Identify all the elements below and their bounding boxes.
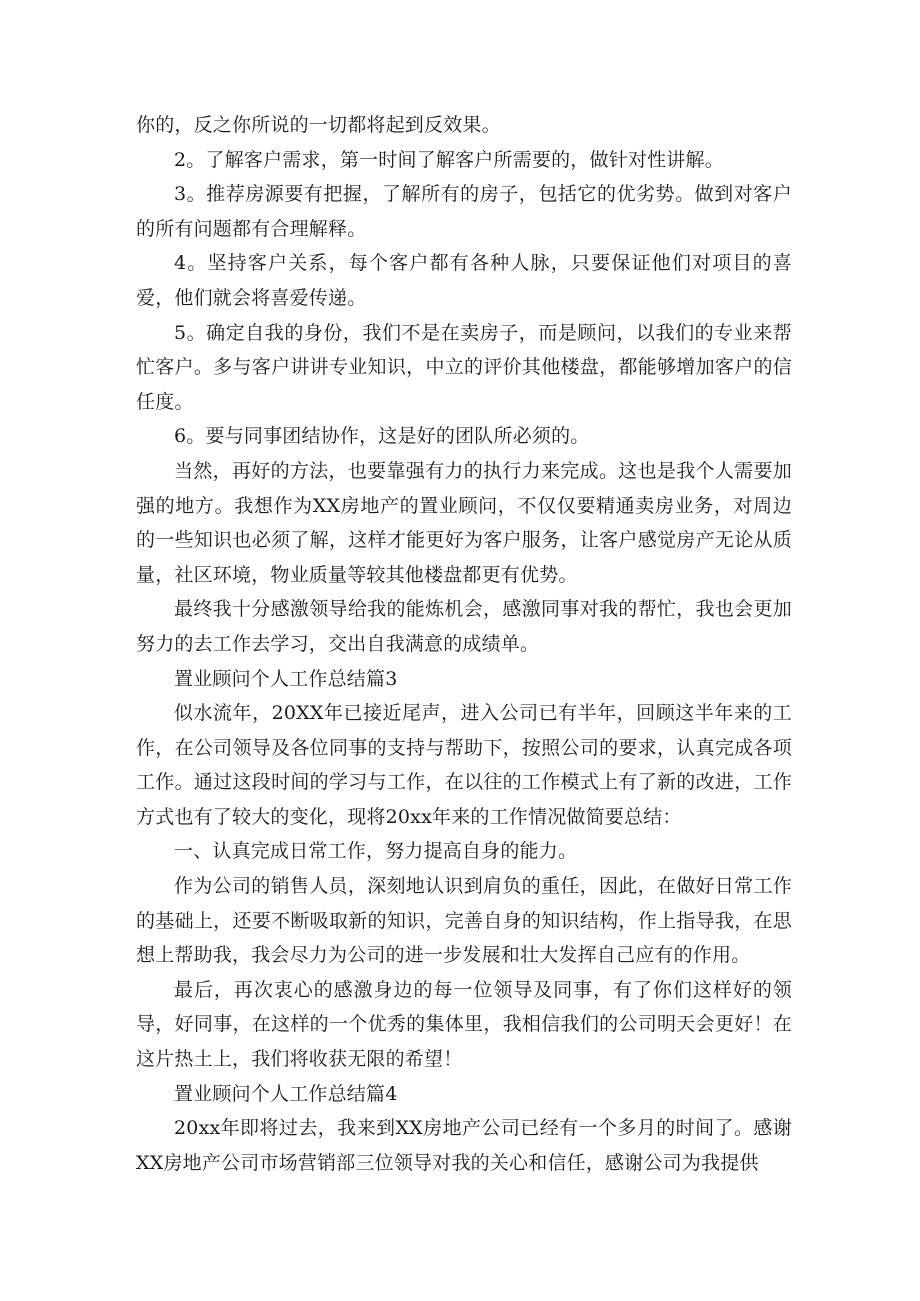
paragraph-closing: 最后，再次衷心的感激身边的每一位领导及同事，有了你们这样好的领导，好同事，在这样的一个优秀的集体里，我相信我们的公司明天会更好！在这片热土上，我们将收获无限的希望！ bbox=[136, 978, 792, 1071]
paragraph-point-2: 2。了解客户需求，第一时间了解客户所需要的，做针对性讲解。 bbox=[174, 148, 724, 171]
paragraph-execution: 当然，再好的方法，也要靠强有力的执行力来完成。这也是我个人需要加强的地方。我想作为XX房地产的置业顾问，不仅仅要精通卖房业务，对周边的一些知识也必须了解，这样才能更好为客户服务，让客户感觉房产无论从质量，社区环境，物业质量等较其他楼盘都更有优势。 bbox=[136, 459, 792, 586]
section-heading-4: 置业顾问个人工作总结篇4 bbox=[174, 1082, 398, 1105]
document-body bbox=[136, 108, 792, 1180]
paragraph-point-6: 6。要与同事团结协作，这是好的团队所必须的。 bbox=[174, 425, 590, 448]
paragraph-point-4: 4。坚持客户关系，每个客户都有各种人脉，只要保证他们对项目的喜爱，他们就会将喜爱传递。 bbox=[136, 252, 792, 309]
paragraph-continuation: 你的，反之你所说的一切都将起到反效果。 bbox=[136, 114, 501, 136]
section-heading-3: 置业顾问个人工作总结篇3 bbox=[174, 667, 398, 690]
paragraph-gratitude: 最终我十分感激领导给我的能炼机会，感激同事对我的帮忙，我也会更加努力的去工作去学习，交出自我满意的成绩单。 bbox=[136, 598, 792, 655]
paragraph-point-5: 5。确定自我的身份，我们不是在卖房子，而是顾问，以我们的专业来帮忙客户。多与客户讲讲专业知识，中立的评价其他楼盘，都能够增加客户的信任度。 bbox=[136, 321, 792, 413]
paragraph-sales-role: 作为公司的销售人员，深刻地认识到肩负的重任，因此，在做好日常工作的基础上，还要不断吸取新的知识，完善自身的知识结构，作上指导我，在思想上帮助我，我会尽力为公司的进一步发展和壮大发挥自己应有的作用。 bbox=[136, 875, 792, 967]
paragraph-intro-4: 20xx年即将过去，我来到XX房地产公司已经有一个多月的时间了。感谢XX房地产公司市场营销部三位领导对我的关心和信任，感谢公司为我提供 bbox=[136, 1117, 792, 1174]
paragraph-item-one: 一、认真完成日常工作，努力提高自身的能力。 bbox=[174, 840, 578, 863]
paragraph-review: 似水流年，20XX年已接近尾声，进入公司已有半年，回顾这半年来的工作，在公司领导及各位同事的支持与帮助下，按照公司的要求，认真完成各项工作。通过这段时间的学习与工作，在以往的工作模式上有了新的改进，工作方式也有了较大的变化，现将20xx年来的工作情况做简要总结： bbox=[136, 702, 792, 828]
paragraph-point-3: 3。推荐房源要有把握，了解所有的房子，包括它的优劣势。做到对客户的所有问题都有合理解释。 bbox=[136, 183, 792, 240]
